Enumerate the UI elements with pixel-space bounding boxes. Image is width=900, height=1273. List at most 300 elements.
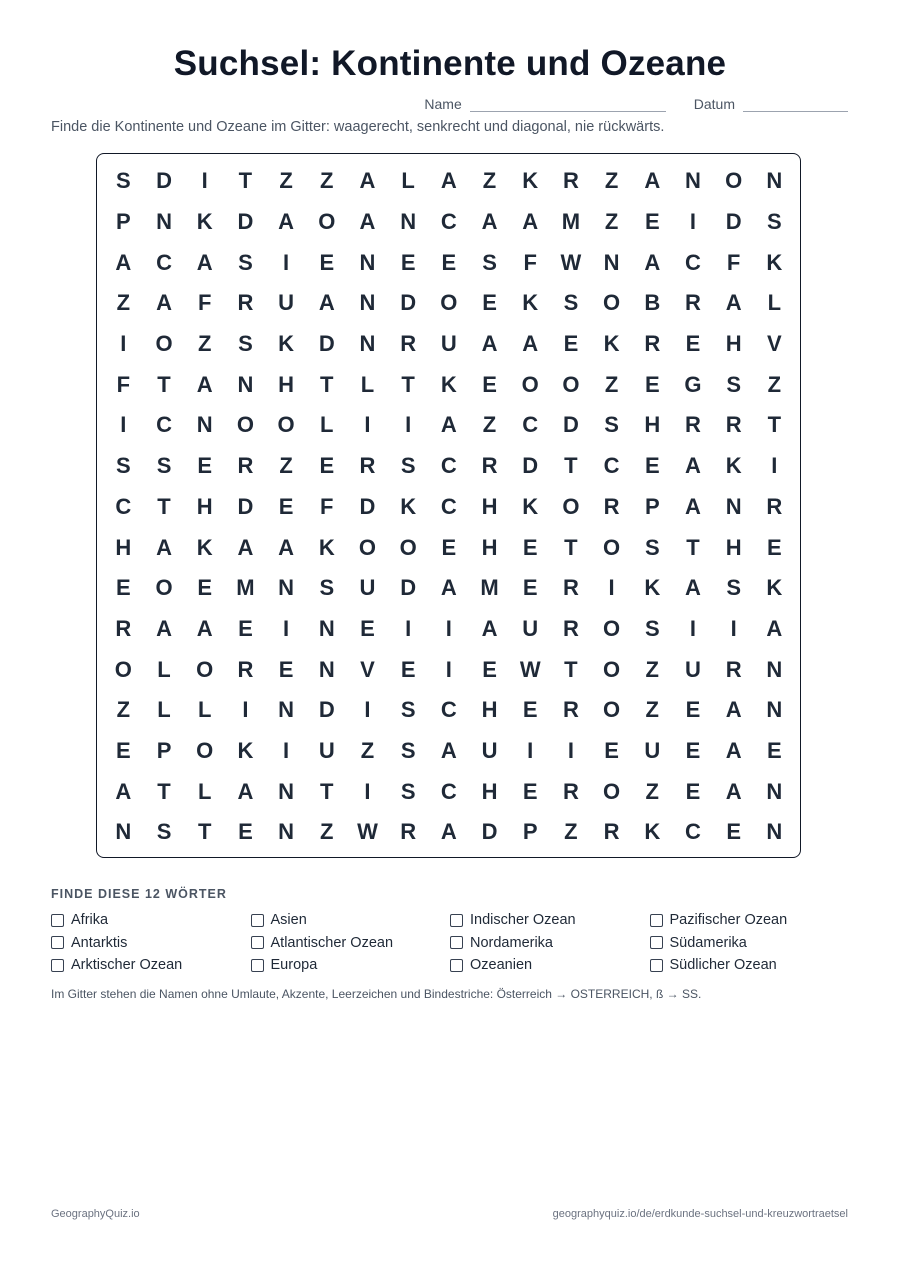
grid-cell: I [405,412,412,438]
grid-cell: N [766,168,783,194]
grid-cell: E [767,534,782,560]
word-list [51,909,851,977]
grid-cell: I [445,615,452,641]
grid-cell: P [156,737,172,763]
grid-cell: E [360,615,375,641]
grid-cell: O [318,209,336,235]
grid-cell: K [196,534,213,560]
grid-cell: I [608,575,615,601]
grid-cell: E [197,575,213,601]
grid-cell: A [766,615,783,641]
word-list-item[interactable] [450,954,650,977]
grid-cell: N [318,615,335,641]
grid-cell: F [197,290,212,316]
word-list-item[interactable] [650,932,850,955]
grid-cell: U [481,737,498,763]
grid-cell: E [685,697,701,723]
grid-cell: T [564,656,578,682]
grid-cell: N [685,168,701,194]
grid-cell: K [278,331,295,357]
grid-cell: I [405,615,412,641]
word-label: Südamerika [669,934,747,951]
word-list-item[interactable] [251,932,451,955]
grid-cell: U [318,737,335,763]
grid-cell: S [726,575,741,601]
grid-cell: F [523,249,537,275]
checkbox-icon[interactable] [650,936,663,949]
grid-cell: E [319,453,335,479]
grid-cell: R [562,697,579,723]
grid-cell: E [604,737,619,763]
grid-cell: P [116,209,131,235]
grid-cell: N [400,209,417,235]
grid-cell: P [644,493,660,519]
checkbox-icon[interactable] [251,959,264,972]
grid-cell: K [766,249,783,275]
grid-cell: L [197,778,212,804]
grid-cell: E [644,209,660,235]
checkbox-icon[interactable] [51,959,64,972]
grid-cell: S [156,453,172,479]
checkbox-icon[interactable] [650,959,663,972]
grid-cell: H [644,412,661,438]
grid-cell: L [157,697,171,723]
grid-cell: Z [320,819,334,845]
grid-cell: L [360,371,375,397]
grid-cell: N [115,819,132,845]
grid-cell: K [440,371,457,397]
grid-cell: E [644,371,660,397]
grid-cell: D [481,819,498,845]
grid-cell: S [156,819,172,845]
grid-cell: E [197,453,213,479]
name-date-row [424,96,848,112]
grid-cell: E [116,575,131,601]
word-list-item[interactable] [650,954,850,977]
grid-cell: K [522,290,539,316]
grid-cell: R [562,615,579,641]
grid-cell: H [278,371,295,397]
grid-cell: T [686,534,700,560]
grid-cell: N [766,778,783,804]
grid-cell: K [196,209,213,235]
grid-cell: W [519,656,541,682]
checkbox-icon[interactable] [650,914,663,927]
grid-cell: Z [116,290,131,316]
grid-cell: A [685,493,701,519]
grid-cell: N [359,249,376,275]
grid-cell: Z [482,168,497,194]
grid-cell: L [401,168,415,194]
grid-cell: O [603,778,621,804]
grid-cell: I [283,249,290,275]
grid-cell: S [116,168,131,194]
checkbox-icon[interactable] [450,914,463,927]
word-list-item[interactable] [650,909,850,932]
grid-cell: I [771,453,778,479]
grid-cell: N [603,249,620,275]
grid-cell: Z [645,697,659,723]
grid-cell: A [644,249,661,275]
grid-cell: A [725,697,742,723]
grid-cell: Z [482,412,497,438]
grid-cell: A [196,371,213,397]
date-line [743,96,848,112]
grid-cell: U [278,290,295,316]
grid-cell: M [480,575,499,601]
grid-cell: Z [645,778,659,804]
grid-cell: R [562,575,579,601]
grid-cell: T [564,453,578,479]
grid-cell: N [196,412,213,438]
grid-cell: S [767,209,782,235]
grid-cell: R [359,453,376,479]
grid-cell: S [604,412,619,438]
grid-cell: E [522,534,538,560]
word-list-item[interactable] [450,932,650,955]
grid-cell: C [685,819,701,845]
grid-cell: T [238,168,253,194]
grid-cell: R [685,412,701,438]
grid-cell: E [238,819,253,845]
grid-cell: I [364,697,371,723]
word-list-item[interactable] [51,909,251,932]
grid-cell: E [116,737,131,763]
grid-cell: A [318,290,335,316]
grid-cell: I [730,615,737,641]
grid-cell: E [726,819,741,845]
grid-cell: Z [279,453,293,479]
grid-cell: I [242,697,249,723]
grid-cell: O [440,290,458,316]
grid-cell: A [685,575,701,601]
grid-cell: N [318,656,335,682]
grid-cell: H [725,331,742,357]
grid-cell: O [603,290,621,316]
grid-cell: E [482,290,497,316]
grid-cell: O [196,737,214,763]
grid-cell: I [445,656,452,682]
grid-cell: A [440,412,457,438]
grid-cell: U [359,575,376,601]
grid-cell: L [320,412,334,438]
grid-note: Im Gitter stehen die Namen ohne Umlaute, Akzente, Leerzeichen und Bindestriche: Österreich → OSTERREICH, ß → SS. [51,987,702,1001]
grid-cell: L [767,290,782,316]
grid-cell: D [400,575,417,601]
grid-cell: L [197,697,212,723]
grid-cell: R [603,493,620,519]
grid-cell: C [440,453,457,479]
grid-cell: A [278,209,295,235]
checkbox-icon[interactable] [450,936,463,949]
grid-cell: D [400,290,417,316]
grid-cell: A [156,534,172,560]
grid-cell: A [115,778,132,804]
grid-cell: E [482,371,497,397]
word-search-grid [103,161,795,853]
grid-cell: I [689,615,697,641]
grid-cell: E [522,697,538,723]
grid-cell: Z [279,168,293,194]
checkbox-icon[interactable] [51,914,64,927]
grid-cell: N [278,819,295,845]
grid-cell: U [440,331,457,357]
grid-cell: N [766,656,783,682]
grid-cell: I [120,412,127,438]
grid-cell: C [156,249,172,275]
grid-cell: I [283,615,290,641]
grid-cell: F [116,371,131,397]
grid-cell: O [277,412,295,438]
grid-cell: K [644,575,661,601]
grid-cell: P [522,819,538,845]
grid-cell: N [156,209,172,235]
grid-cell: B [644,290,661,316]
grid-cell: I [120,331,127,357]
grid-cell: S [400,697,416,723]
grid-cell: E [685,778,701,804]
grid-cell: R [685,290,701,316]
grid-cell: S [726,371,741,397]
grid-cell: U [522,615,539,641]
grid-cell: A [115,249,132,275]
grid-cell: O [155,575,173,601]
grid-cell: A [440,819,457,845]
grid-cell: A [156,290,172,316]
word-label: Asien [270,912,307,929]
grid-cell: N [278,697,295,723]
grid-cell: E [767,737,782,763]
word-label: Nordamerika [470,934,553,951]
grid-cell: A [725,778,742,804]
grid-cell: K [725,453,742,479]
grid-cell: S [116,453,131,479]
grid-cell: R [400,819,417,845]
grid-cell: Z [116,697,131,723]
grid-cell: Z [604,168,619,194]
grid-cell: I [689,209,697,235]
word-label: Arktischer Ozean [71,957,183,974]
grid-cell: O [603,697,621,723]
grid-cell: C [685,249,701,275]
grid-cell: A [196,615,213,641]
grid-cell: T [767,412,782,438]
grid-cell: A [481,331,498,357]
instructions: Finde die Kontinente und Ozeane im Gitter: waagerecht, senkrecht und diagonal, nie rückwärts. [51,119,665,135]
grid-cell: R [766,493,783,519]
grid-cell: N [359,331,376,357]
grid-cell: O [155,331,173,357]
name-line [470,96,666,112]
grid-cell: R [400,331,417,357]
grid-cell: R [237,290,254,316]
grid-cell: N [766,819,783,845]
grid-cell: A [237,778,254,804]
checkbox-icon[interactable] [251,936,264,949]
grid-cell: A [440,737,457,763]
word-label: Pazifischer Ozean [669,912,788,929]
grid-cell: E [685,737,701,763]
footer-url: geographyquiz.io/de/erdkunde-suchsel-und-kreuzwortraetsel [552,1208,848,1220]
grid-cell: O [521,371,539,397]
grid-cell: E [400,249,416,275]
grid-cell: S [400,453,416,479]
word-label: Atlantischer Ozean [270,934,394,951]
grid-cell: I [364,778,371,804]
grid-cell: C [115,493,132,519]
grid-cell: K [644,819,661,845]
grid-cell: E [278,493,294,519]
word-list-heading: FINDE DIESE 12 WÖRTER [51,887,227,901]
grid-cell: O [358,534,377,560]
word-search-grid-frame [96,153,801,858]
grid-cell: I [283,737,290,763]
grid-cell: S [482,249,497,275]
grid-cell: S [400,737,416,763]
grid-cell: H [481,493,498,519]
grid-cell: N [766,697,783,723]
grid-cell: U [685,656,701,682]
grid-cell: T [157,778,171,804]
grid-cell: R [237,656,254,682]
grid-cell: Z [604,371,619,397]
grid-cell: R [603,819,620,845]
word-list-item[interactable] [51,954,251,977]
date-label: Datum [693,96,735,112]
grid-cell: H [481,778,498,804]
grid-cell: E [685,331,701,357]
grid-cell: C [440,778,457,804]
grid-cell: U [644,737,661,763]
grid-cell: A [725,737,742,763]
grid-cell: E [238,615,253,641]
grid-cell: N [359,290,376,316]
grid-cell: R [725,656,742,682]
grid-cell: D [237,209,254,235]
grid-cell: T [564,534,578,560]
grid-cell: S [319,575,335,601]
checkbox-icon[interactable] [450,959,463,972]
grid-cell: D [318,697,335,723]
grid-cell: Z [197,331,212,357]
grid-cell: R [115,615,132,641]
grid-cell: V [767,331,782,357]
grid-cell: D [359,493,376,519]
grid-cell: A [522,209,539,235]
grid-cell: O [114,656,132,682]
grid-cell: A [156,615,172,641]
checkbox-icon[interactable] [251,914,264,927]
grid-cell: R [725,412,742,438]
grid-cell: A [481,209,498,235]
grid-cell: T [157,493,171,519]
grid-cell: C [603,453,620,479]
grid-cell: E [441,249,457,275]
grid-cell: S [238,249,253,275]
grid-cell: A [725,290,742,316]
grid-cell: L [157,656,171,682]
grid-cell: T [197,819,212,845]
grid-cell: E [522,778,538,804]
grid-cell: S [400,778,416,804]
grid-cell: W [357,819,378,845]
grid-cell: S [238,331,253,357]
word-list-item[interactable] [51,932,251,955]
name-label: Name [424,96,462,112]
grid-cell: H [196,493,213,519]
grid-cell: T [401,371,415,397]
grid-cell: O [236,412,254,438]
page-title: Suchsel: Kontinente und Ozeane [173,44,727,83]
grid-cell: T [157,371,171,397]
grid-cell: O [562,493,580,519]
grid-cell: N [237,371,254,397]
word-list-item[interactable] [251,954,451,977]
grid-cell: D [237,493,254,519]
grid-cell: C [156,412,172,438]
grid-cell: O [603,534,621,560]
grid-cell: A [685,453,701,479]
grid-cell: I [527,737,534,763]
grid-cell: A [522,331,539,357]
grid-cell: A [359,168,376,194]
grid-cell: T [320,778,334,804]
grid-cell: R [481,453,498,479]
grid-cell: T [320,371,334,397]
grid-cell: I [567,737,574,763]
grid-cell: E [400,656,416,682]
grid-cell: I [364,412,371,438]
footer-brand: GeographyQuiz.io [51,1208,140,1220]
grid-cell: E [644,453,660,479]
grid-cell: D [318,331,335,357]
word-list-item[interactable] [251,909,451,932]
grid-cell: S [563,290,579,316]
grid-cell: S [644,615,660,641]
grid-cell: Z [767,371,782,397]
grid-cell: E [319,249,335,275]
grid-cell: F [726,249,741,275]
grid-cell: H [481,534,498,560]
grid-cell: N [725,493,742,519]
grid-cell: C [440,697,457,723]
checkbox-icon[interactable] [51,936,64,949]
word-list-item[interactable] [450,909,650,932]
grid-cell: O [725,168,743,194]
grid-cell: C [440,209,457,235]
grid-cell: D [725,209,742,235]
grid-cell: E [441,534,457,560]
grid-cell: A [278,534,295,560]
grid-cell: S [644,534,660,560]
grid-cell: H [115,534,132,560]
grid-cell: O [562,371,580,397]
grid-cell: A [481,615,498,641]
grid-cell: R [644,331,661,357]
grid-cell: A [237,534,254,560]
grid-cell: A [440,575,457,601]
grid-cell: H [725,534,742,560]
grid-cell: K [522,493,539,519]
grid-cell: Z [564,819,578,845]
grid-cell: E [482,656,497,682]
grid-cell: H [481,697,498,723]
grid-cell: A [644,168,661,194]
grid-cell: Z [360,737,375,763]
grid-cell: R [562,778,579,804]
grid-cell: O [196,656,214,682]
grid-cell: V [360,656,375,682]
